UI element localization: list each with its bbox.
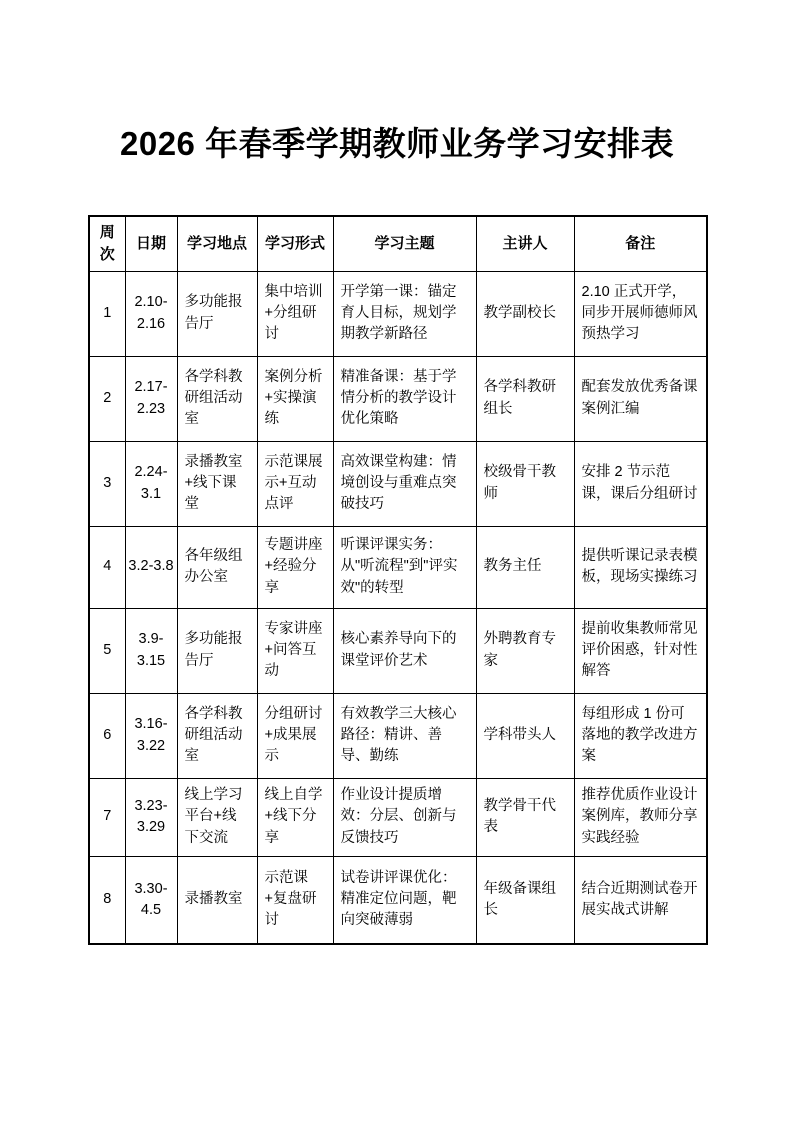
cell-location: 录播教室 bbox=[177, 856, 257, 944]
cell-week: 2 bbox=[89, 356, 125, 441]
cell-location: 多功能报告厅 bbox=[177, 271, 257, 356]
cell-speaker: 学科带头人 bbox=[476, 693, 574, 778]
cell-date: 3.9-3.15 bbox=[125, 608, 177, 693]
table-row bbox=[89, 778, 707, 856]
table-row bbox=[89, 356, 707, 441]
table-row bbox=[89, 526, 707, 608]
cell-date: 2.10-2.16 bbox=[125, 271, 177, 356]
table-row bbox=[89, 271, 707, 356]
cell-format: 示范课展示+互动点评 bbox=[257, 441, 333, 526]
column-header-speaker: 主讲人 bbox=[476, 216, 574, 271]
cell-format: 集中培训+分组研讨 bbox=[257, 271, 333, 356]
cell-week: 8 bbox=[89, 856, 125, 944]
cell-topic: 核心素养导向下的课堂评价艺术 bbox=[333, 608, 476, 693]
cell-speaker: 校级骨干教师 bbox=[476, 441, 574, 526]
cell-topic: 开学第一课：锚定育人目标，规划学期教学新路径 bbox=[333, 271, 476, 356]
cell-week: 3 bbox=[89, 441, 125, 526]
table-row bbox=[89, 693, 707, 778]
cell-topic: 作业设计提质增效：分层、创新与反馈技巧 bbox=[333, 778, 476, 856]
cell-week: 4 bbox=[89, 526, 125, 608]
cell-format: 线上自学+线下分享 bbox=[257, 778, 333, 856]
cell-notes: 结合近期测试卷开展实战式讲解 bbox=[574, 856, 707, 944]
column-header-date: 日期 bbox=[125, 216, 177, 271]
cell-notes: 提供听课记录表模板，现场实操练习 bbox=[574, 526, 707, 608]
cell-location: 各学科教研组活动室 bbox=[177, 356, 257, 441]
table-header-row bbox=[89, 216, 707, 271]
cell-location: 线上学习平台+线下交流 bbox=[177, 778, 257, 856]
cell-notes: 提前收集教师常见评价困惑，针对性解答 bbox=[574, 608, 707, 693]
cell-location: 录播教室+线下课堂 bbox=[177, 441, 257, 526]
cell-location: 各学科教研组活动室 bbox=[177, 693, 257, 778]
table-row bbox=[89, 441, 707, 526]
cell-speaker: 各学科教研组长 bbox=[476, 356, 574, 441]
cell-topic: 试卷讲评课优化：精准定位问题，靶向突破薄弱 bbox=[333, 856, 476, 944]
page-title: 2026 年春季学期教师业务学习安排表 bbox=[120, 125, 675, 162]
column-header-notes: 备注 bbox=[574, 216, 707, 271]
column-header-week: 周次 bbox=[89, 216, 125, 271]
cell-notes: 2.10 正式开学，同步开展师德师风预热学习 bbox=[574, 271, 707, 356]
cell-location: 各年级组办公室 bbox=[177, 526, 257, 608]
cell-date: 2.24-3.1 bbox=[125, 441, 177, 526]
column-header-location: 学习地点 bbox=[177, 216, 257, 271]
cell-date: 2.17-2.23 bbox=[125, 356, 177, 441]
cell-format: 分组研讨+成果展示 bbox=[257, 693, 333, 778]
cell-date: 3.2-3.8 bbox=[125, 526, 177, 608]
cell-speaker: 教学副校长 bbox=[476, 271, 574, 356]
table-row bbox=[89, 856, 707, 944]
cell-week: 7 bbox=[89, 778, 125, 856]
cell-speaker: 外聘教育专家 bbox=[476, 608, 574, 693]
column-header-topic: 学习主题 bbox=[333, 216, 476, 271]
cell-topic: 高效课堂构建：情境创设与重难点突破技巧 bbox=[333, 441, 476, 526]
cell-format: 专题讲座+经验分享 bbox=[257, 526, 333, 608]
cell-format: 专家讲座+问答互动 bbox=[257, 608, 333, 693]
cell-date: 3.16-3.22 bbox=[125, 693, 177, 778]
cell-week: 1 bbox=[89, 271, 125, 356]
cell-notes: 推荐优质作业设计案例库，教师分享实践经验 bbox=[574, 778, 707, 856]
cell-format: 案例分析+实操演练 bbox=[257, 356, 333, 441]
cell-notes: 每组形成 1 份可落地的教学改进方案 bbox=[574, 693, 707, 778]
cell-notes: 安排 2 节示范课，课后分组研讨 bbox=[574, 441, 707, 526]
cell-format: 示范课+复盘研讨 bbox=[257, 856, 333, 944]
cell-date: 3.30-4.5 bbox=[125, 856, 177, 944]
cell-week: 5 bbox=[89, 608, 125, 693]
cell-speaker: 教务主任 bbox=[476, 526, 574, 608]
cell-speaker: 年级备课组长 bbox=[476, 856, 574, 944]
column-header-format: 学习形式 bbox=[257, 216, 333, 271]
cell-location: 多功能报告厅 bbox=[177, 608, 257, 693]
schedule-table bbox=[88, 215, 708, 945]
cell-topic: 听课评课实务：从"听流程"到"评实效"的转型 bbox=[333, 526, 476, 608]
cell-week: 6 bbox=[89, 693, 125, 778]
cell-topic: 精准备课：基于学情分析的教学设计优化策略 bbox=[333, 356, 476, 441]
cell-topic: 有效教学三大核心路径：精讲、善导、勤练 bbox=[333, 693, 476, 778]
cell-date: 3.23-3.29 bbox=[125, 778, 177, 856]
cell-notes: 配套发放优秀备课案例汇编 bbox=[574, 356, 707, 441]
table-row bbox=[89, 608, 707, 693]
cell-speaker: 教学骨干代表 bbox=[476, 778, 574, 856]
